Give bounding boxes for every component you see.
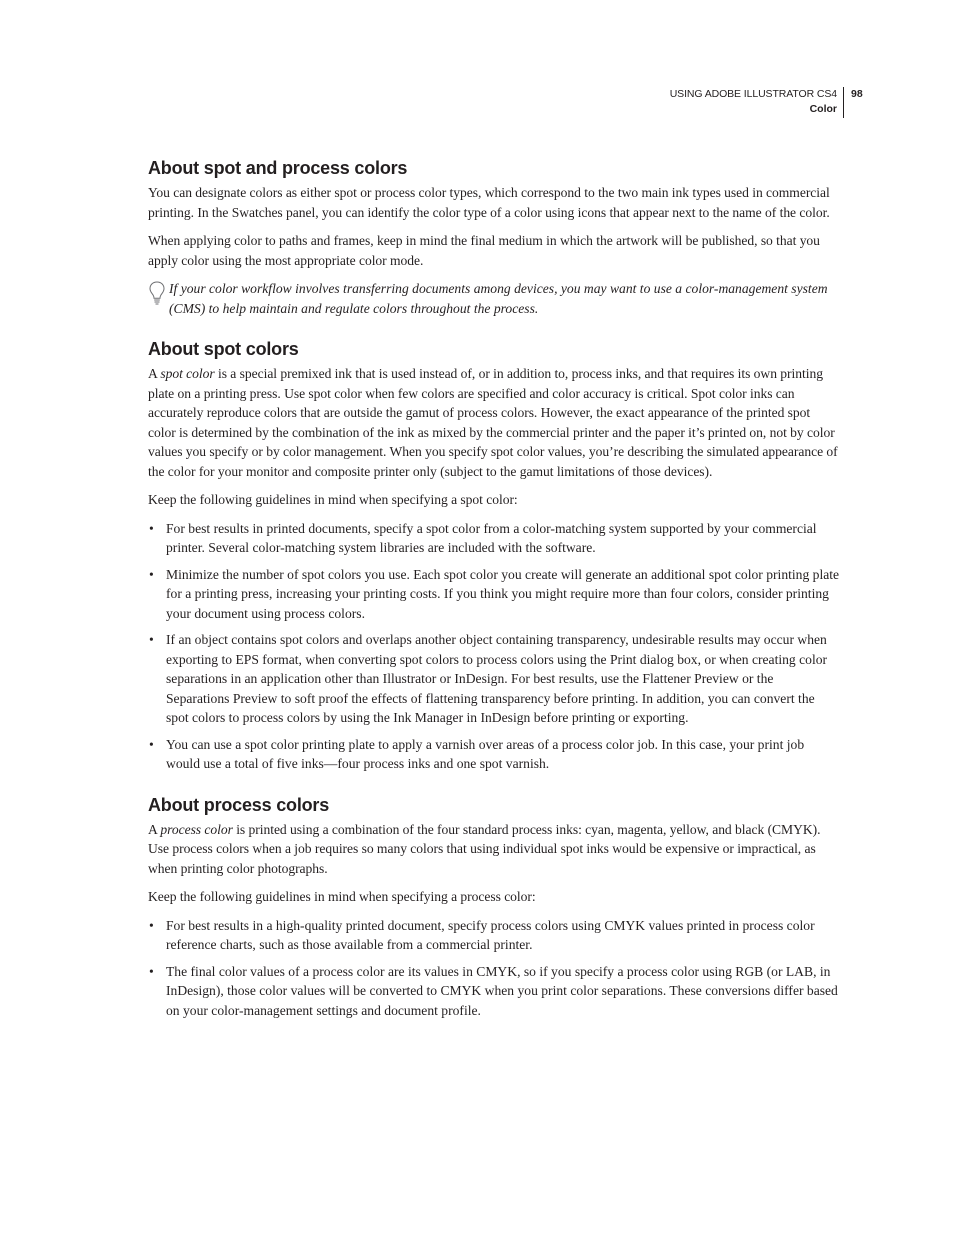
term: process color	[160, 821, 233, 837]
section-process-colors	[148, 793, 840, 1021]
bullet: •	[149, 917, 154, 933]
running-header	[670, 87, 844, 118]
bullet: •	[149, 566, 154, 582]
bullet: •	[149, 736, 154, 752]
lightbulb-icon	[148, 280, 166, 306]
book-title: USING ADOBE ILLUSTRATOR CS4	[669, 88, 837, 100]
section-spot-and-process	[148, 156, 840, 318]
list-item	[148, 916, 840, 955]
section-heading: About spot colors	[148, 339, 299, 359]
list-item	[148, 519, 840, 558]
list-item-text: For best results in a high-quality printed document, specify process colors using CMYK values printed in process color reference charts, such as those available from a commercial printer.	[166, 917, 815, 952]
text-run: A	[148, 821, 161, 837]
page-number: 98	[851, 88, 863, 100]
chapter-title: Color	[809, 103, 837, 115]
bullet: •	[149, 632, 154, 647]
paragraph	[148, 364, 840, 481]
list-item-text: If an object contains spot colors and overlaps another object containing transparency, undesirable results may occur when exporting to EPS format, when converting spot colors to process colors using the Print dialog box, or when creating color separations in an application other than Illustrator or InDesign. For best results, use the Flattener Preview or the Separations Preview to soft proof the effects of flattening transparency before printing. In addition, you can convert the spot colors to process colors by using the Ink Manager in InDesign before printing or exporting.	[166, 632, 828, 725]
list-item-text: For best results in printed documents, specify a spot color from a color-matching system supported by your commercial printer. Several color-matching system libraries are included with the software.	[166, 520, 817, 555]
list-item-text: The final color values of a process color are its values in CMYK, so if you specify a process color using RGB (or LAB, in InDesign), those color values will be converted to CMYK when you print color separations. These conversions differ based on your color-management settings and document profile.	[166, 963, 838, 1018]
text-run: A	[148, 366, 161, 381]
term: spot color	[160, 366, 215, 381]
paragraph: Keep the following guidelines in mind when specifying a spot color:	[148, 492, 518, 507]
page-content	[148, 156, 840, 1039]
text-run: is printed using a combination of the four standard process inks: cyan, magenta, yellow, and black (CMYK). Use process colors when a job requires so many colors that using individual spot inks would be expensive or impractical, as when printing color photographs.	[148, 821, 821, 876]
paragraph: You can designate colors as either spot or process color types, which correspond to the two main ink types used in commercial printing. In the Swatches panel, you can identify the color type of a color using icons that appear next to the name of the color.	[148, 185, 830, 220]
section-spot-colors	[148, 337, 840, 774]
paragraph	[148, 820, 840, 879]
bullet: •	[149, 963, 154, 979]
list-item	[148, 630, 840, 728]
list-item	[148, 735, 840, 774]
list-item	[148, 962, 840, 1021]
bullet-list	[148, 916, 840, 1021]
paragraph: When applying color to paths and frames, keep in mind the final medium in which the artwork will be published, so that you apply color using the most appropriate color mode.	[148, 233, 820, 268]
bullet-list	[148, 519, 840, 774]
section-heading: About process colors	[148, 794, 330, 815]
tip-note	[148, 279, 840, 318]
tip-text: If your color workflow involves transferring documents among devices, you may want to use a color-management system (CMS) to help maintain and regulate colors throughout the process.	[169, 281, 828, 316]
list-item-text: You can use a spot color printing plate to apply a varnish over areas of a process color job. In this case, your print job would use a total of five inks—four process inks and one spot varnish.	[166, 736, 805, 771]
section-heading: About spot and process colors	[148, 158, 408, 178]
list-item-text: Minimize the number of spot colors you use. Each spot color you create will generate an additional spot color printing plate for a printing press, increasing your printing costs. If you think you might require more than four colors, consider printing your document using process colors.	[166, 566, 840, 621]
list-item	[148, 565, 840, 624]
bullet: •	[149, 520, 154, 536]
paragraph: Keep the following guidelines in mind when specifying a process color:	[148, 889, 536, 904]
text-run: is a special premixed ink that is used instead of, or in addition to, process inks, and that requires its own printing plate on a printing press. Use spot color when few colors are specified and color accuracy is critical. Spot color inks can accurately reproduce colors that are outside the gamut of process colors. However, the exact appearance of the printed spot color is determined by the combination of the ink as mixed by the commercial printer and the paper it’s printed on, not by color values you specify or by color management. When you specify spot color values, you’re describing the simulated appearance of the color for your monitor and composite printer only (subject to the gamut limitations of those devices).	[148, 366, 838, 479]
